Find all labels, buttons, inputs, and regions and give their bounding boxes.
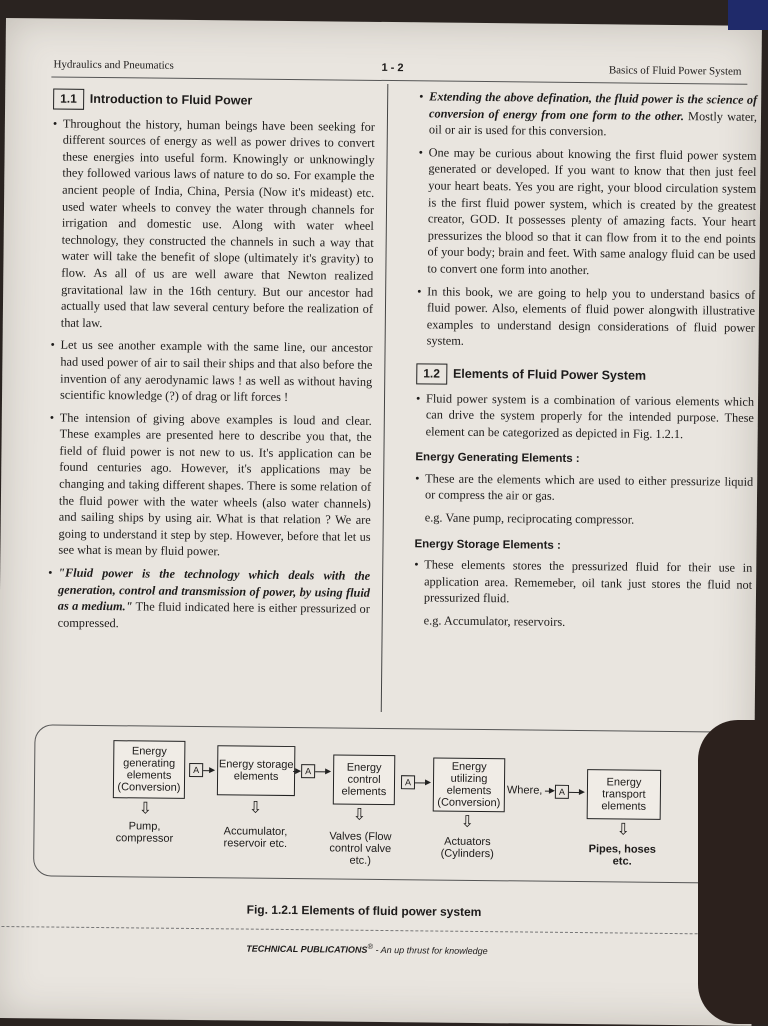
example-pump: Pump, compressor	[115, 820, 174, 845]
box-storage: Energy storage elements	[217, 745, 296, 796]
flow-arrow	[415, 782, 429, 783]
section-title: Introduction to Fluid Power	[89, 91, 253, 108]
left-column	[48, 84, 376, 640]
paragraph-storage: • These elements stores the pressurized fluid for their use in application area. Rememeber, oil tank just stores the fluid not pressurized fluid.	[414, 557, 753, 610]
paragraph-heart: • One may be curious about knowing the first fluid power system generated or developed. If you want to know that then just feel your heart beats. Yes you are right, your blood circulation system is the first fluid power system, which is created by the greatest creator, GOD. It possesses plenty of amazing facts. Your heart pressurizes the blood so that it can flow from it to the end points of your body; brain and feet. With same analogy fluid can be used to convert one form into another.	[417, 144, 756, 280]
section-number: 1.2	[416, 363, 447, 384]
footer: TECHNICAL PUBLICATIONS® - An up thrust for knowledge	[246, 941, 488, 957]
flow-arrow	[569, 792, 583, 793]
section-title: Elements of Fluid Power System	[452, 366, 647, 383]
down-arrow-icon: ⇩	[460, 811, 475, 831]
flow-arrow	[293, 771, 299, 772]
box-control: Energy control elements	[333, 754, 396, 805]
subheading-storage: Energy Storage Elements :	[414, 537, 561, 552]
publisher-name: TECHNICAL PUBLICATIONS	[246, 943, 368, 955]
paragraph-elements-intro: • Fluid power system is a combination of various elements which can drive the system properly for the intended purpose. These element can be categorized as depicted in Fig. 1.2.1.	[416, 390, 755, 443]
a-marker: A	[401, 775, 415, 789]
down-arrow-icon: ⇩	[352, 804, 367, 824]
down-arrow-icon: ⇩	[138, 798, 153, 818]
running-header-chapter: Basics of Fluid Power System	[608, 64, 742, 78]
example-pipes: Pipes, hoses etc.	[588, 843, 657, 868]
a-marker: A	[189, 763, 203, 777]
example-storage: e.g. Accumulator, reservoirs.	[423, 613, 566, 629]
flow-arrow	[315, 771, 329, 772]
footer-rule	[0, 926, 752, 935]
paragraph-intension: • The intension of giving above examples is loud and clear. These examples are presented here to describe you that, the field of fluid power is not new to us. It's application can be found centuries ago. However, it's applications may be changing and taking different shapes. There is some relation of the fluid power with the water wheels (also water channels) and sailing ships by using air. What is that relation ? We are going to understand it step by step. However, before that let us see what is mean by fluid power.	[48, 409, 372, 562]
extending-italic: Extending the above defination, the fluid power is the science of conversion of energy from one form to the other.	[428, 89, 758, 123]
figure-caption: Fig. 1.2.1 Elements of fluid power system	[246, 902, 482, 920]
definition-italic: "Fluid power is the technology which deals with the generation, control and transmission of power, by using fluid as a medium."	[57, 565, 371, 614]
box-utilizing: Energy utilizing elements (Conversion)	[433, 758, 506, 813]
subheading-generating: Energy Generating Elements :	[415, 451, 580, 466]
header-rule	[51, 76, 747, 84]
paragraph-history: • Throughout the history, human beings have been seeking for different sources of energy as well as power drives to convert these energies into useful form. Knowingly or unknowingly they followed various laws of nature to do so. For example the ancient people of India, China, Persia (Now it's mideast) etc. used water wheels to convey the water through channels for irrigation and domestic use. Along with water wheel technology, they constructed the channels in such a way that water will take the benefit of slope (ultimately it's gravity) to flow. As all of us are well aware that Newton realized gravitational law in the 16th century. But our ancestor had actually used that law several century before the realization of that law.	[51, 115, 375, 334]
flow-arrow	[545, 791, 553, 792]
down-arrow-icon: ⇩	[248, 797, 263, 817]
publisher-tagline: - An up thrust for knowledge	[375, 944, 488, 957]
background-corner	[728, 0, 768, 30]
down-arrow-icon: ⇩	[616, 819, 631, 839]
right-column	[414, 88, 758, 638]
box-generating: Energy generating elements (Conversion)	[113, 740, 186, 799]
paragraph-sail-example: • Let us see another example with the same line, our ancestor had used power of air to sail their ships and that also before the invention of any aerodynamic laws ! as well as without having scientific knowledge (?) of drag or lift forces !	[50, 337, 373, 407]
section-heading-1-2	[416, 363, 754, 387]
a-marker: A	[301, 764, 315, 778]
definition-rest: The fluid indicated here is either pressurized or compressed.	[57, 599, 370, 631]
example-accumulator: Accumulator, reservoir etc.	[223, 825, 288, 850]
page-number: 1 - 2	[381, 61, 404, 75]
column-divider	[381, 84, 389, 712]
a-marker: A	[555, 785, 569, 799]
example-valves: Valves (Flow control valve etc.)	[329, 830, 392, 867]
paragraph-definition	[48, 565, 371, 635]
flow-arrow	[203, 770, 213, 771]
legend-where: Where,	[506, 784, 543, 797]
section-heading-1-1	[53, 88, 375, 112]
example-generating: e.g. Vane pump, reciprocating compressor.	[424, 510, 635, 527]
paragraph-this-book: • In this book, we are going to help you to understand basics of fluid power. Also, elements of fluid power alongwith illustrative examples to understand design considerations of fluid power system.	[417, 283, 756, 353]
section-number: 1.1	[53, 88, 84, 109]
extending-rest: Mostly water, oil or air is used for this conversion.	[428, 108, 758, 139]
paragraph-extending	[419, 88, 758, 141]
block-diagram	[33, 724, 737, 883]
book-page	[0, 18, 762, 1026]
running-header-title: Hydraulics and Pneumatics	[53, 58, 174, 72]
paragraph-generating: • These are the elements which are used to either pressurize liquid or compress the air or gas.	[415, 470, 753, 507]
box-transport: Energy transport elements	[587, 769, 662, 820]
example-actuators: Actuators (Cylinders)	[440, 835, 494, 861]
thumb-shadow	[698, 720, 768, 1024]
